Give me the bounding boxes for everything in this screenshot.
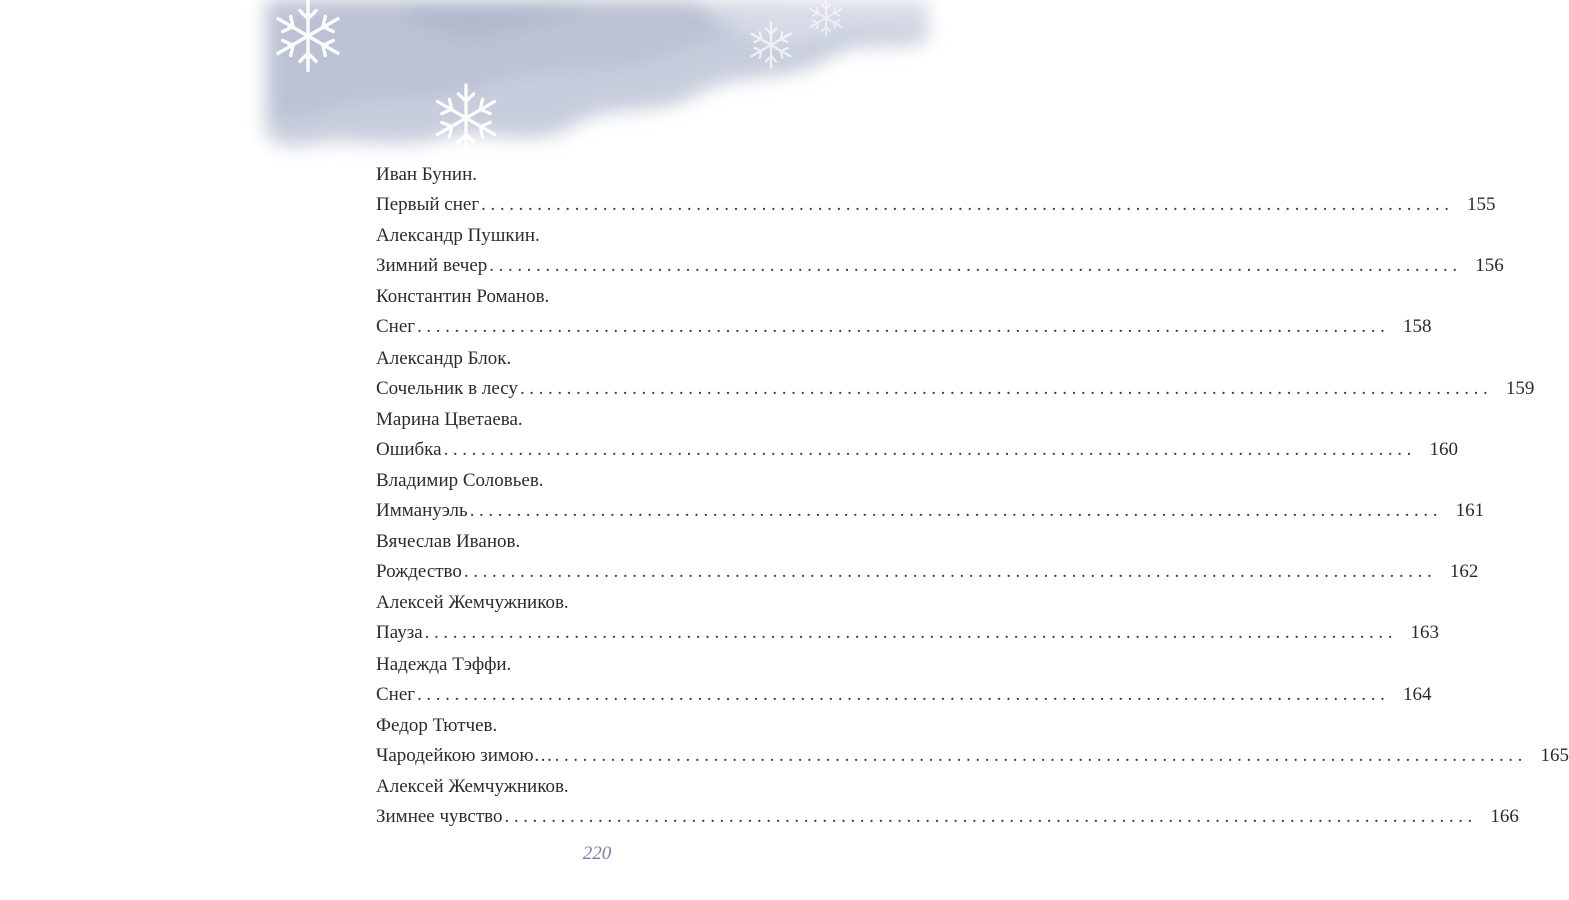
watercolor-header [266,0,928,175]
dot-leader: ........................................................................................................ [489,255,1462,277]
page-number: 220 [582,843,612,864]
toc-author: Вячеслав Иванов. [376,531,521,553]
toc-author: Иван Бунин. [376,164,477,185]
toc-page-number: 160 [1429,438,1458,460]
toc-author: Алексей Жемчужников. [376,592,569,614]
toc-page-number: 162 [1449,561,1479,583]
toc-entry[interactable] [376,529,1479,590]
toc-title-line [376,498,1485,524]
toc-title-line [376,559,1479,585]
toc-page-number: 163 [1410,622,1440,644]
dot-leader: ........................................................................................................ [504,805,1477,827]
toc-title: Пауза [376,622,423,644]
toc-title: Ошибка [376,438,442,460]
toc-author: Александр Пушкин. [376,225,540,247]
toc-title: Первый снег [376,194,480,215]
dot-leader: ........................................................................................................ [443,438,1416,460]
book-page [266,0,1569,900]
dot-leader: ........................................................................................................ [424,622,1398,644]
toc-title-line [376,437,1458,463]
toc-entry[interactable] [376,713,1569,774]
toc-author: Константин Романов. [376,286,550,308]
toc-page-number: 164 [1402,683,1432,705]
toc-title-line [376,376,1535,402]
toc-entry[interactable] [376,652,1432,713]
toc-title-line [376,682,1432,708]
toc-entry[interactable] [376,162,1496,223]
toc-title: Снег [376,683,416,705]
toc-title: Иммануэль [376,499,468,521]
watercolor-wash [266,0,928,146]
toc-entry[interactable] [376,590,1440,651]
toc-title-line [376,253,1504,279]
toc-author: Владимир Соловьев. [376,469,544,491]
toc-title: Чародейкою зимою… [376,744,553,766]
toc-page-number: 165 [1540,744,1569,766]
table-of-contents [376,162,1569,835]
toc-author: Алексей Жемчужников. [376,775,569,797]
toc-title-line [376,743,1569,769]
toc-entry[interactable] [376,774,1519,835]
toc-entry[interactable] [376,346,1535,407]
toc-author: Марина Цветаева. [376,408,523,430]
toc-title-line [376,192,1496,218]
toc-page-number: 166 [1490,805,1519,827]
toc-title-line [376,620,1440,646]
toc-entry[interactable] [376,223,1504,284]
toc-entry[interactable] [376,407,1458,468]
dot-leader: ........................................................................................................ [417,316,1390,338]
toc-page-number: 158 [1402,316,1432,338]
toc-author: Надежда Тэффи. [376,653,512,675]
toc-title-line [376,804,1519,830]
toc-entry[interactable] [376,284,1432,345]
toc-title: Снег [376,316,416,338]
toc-title: Рождество [376,561,462,583]
toc-author: Александр Блок. [376,347,512,369]
toc-page-number: 161 [1455,499,1485,521]
dot-leader: ........................................................................................................ [481,194,1454,215]
dot-leader: ........................................................................................................ [469,499,1443,521]
toc-title: Зимний вечер [376,255,488,277]
toc-page-number: 156 [1475,255,1504,277]
toc-author: Федор Тютчев. [376,714,498,736]
dot-leader: ........................................................................................................ [519,377,1493,399]
dot-leader: ........................................................................................................ [554,744,1528,766]
toc-page-number: 155 [1467,194,1496,215]
toc-title: Сочельник в лесу [376,377,518,399]
toc-page-number: 159 [1505,377,1535,399]
dot-leader: ........................................................................................................ [417,683,1390,705]
toc-entry[interactable] [376,468,1485,529]
toc-title-line [376,314,1432,340]
dot-leader: ........................................................................................................ [463,561,1437,583]
toc-title: Зимнее чувство [376,805,503,827]
